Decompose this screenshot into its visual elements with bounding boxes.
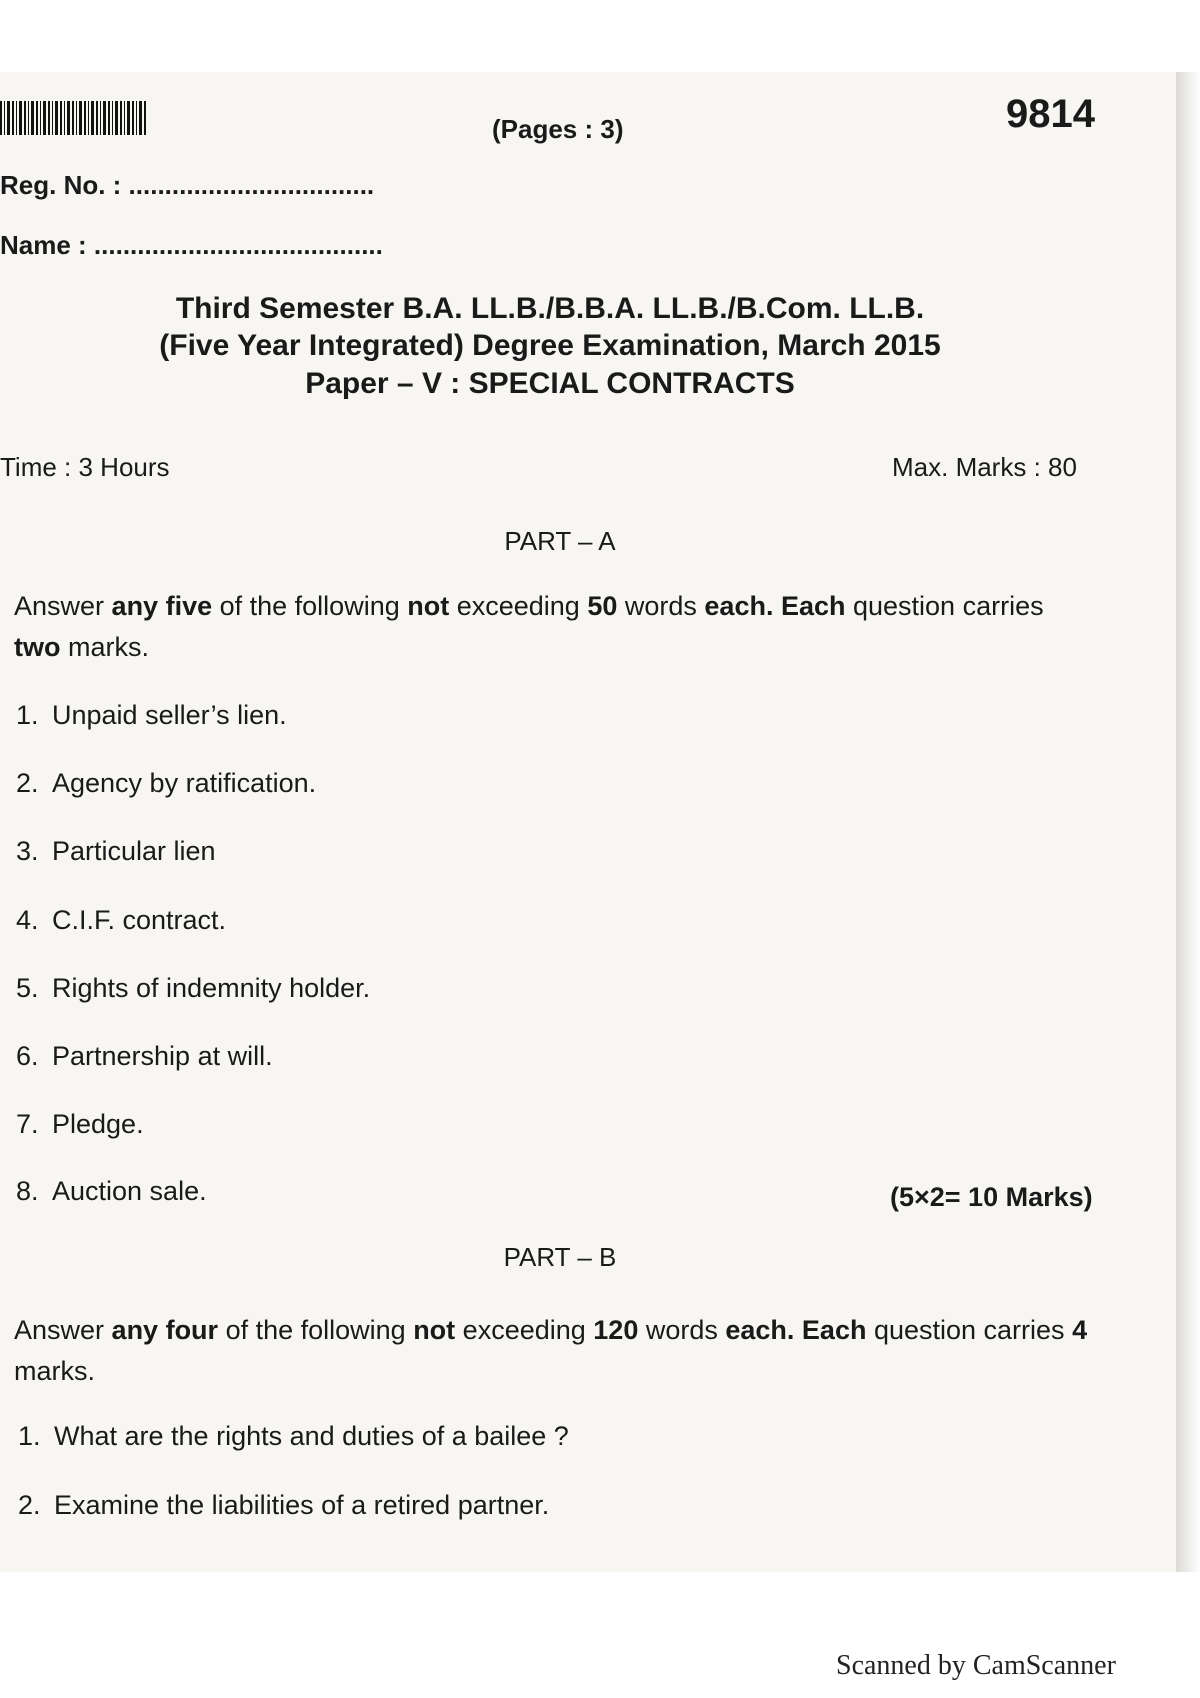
paper-code: 9814	[1006, 92, 1095, 136]
part-a-question: 3. Particular lien	[16, 836, 216, 866]
part-a-instruction: Answer any five of the following not exceeding 50 words each. Each question carries two marks.	[14, 591, 1044, 662]
part-b-heading: PART – B	[503, 1242, 617, 1272]
barcode	[0, 101, 146, 135]
exam-title-line-2: (Five Year Integrated) Degree Examination, March 2015	[159, 329, 941, 362]
max-marks: Max. Marks : 80	[892, 452, 1077, 482]
part-a-question: 4. C.I.F. contract.	[16, 905, 227, 935]
part-a-question: 5. Rights of indemnity holder.	[16, 973, 371, 1003]
part-b-question: 2. Examine the liabilities of a retired partner.	[18, 1490, 550, 1520]
part-a-marks-tally: (5×2= 10 Marks)	[890, 1182, 1093, 1212]
part-a-question: 1. Unpaid seller’s lien.	[16, 700, 287, 730]
part-a-question: 2. Agency by ratification.	[16, 768, 317, 798]
part-a-question: 7. Pledge.	[16, 1109, 144, 1139]
exam-title-line-3: Paper – V : SPECIAL CONTRACTS	[305, 367, 795, 400]
part-a-question: 8. Auction sale.	[16, 1176, 207, 1206]
exam-title-line-1: Third Semester B.A. LL.B./B.B.A. LL.B./B.Com. LL.B.	[175, 292, 925, 325]
paper-edge-shadow	[1176, 72, 1200, 1572]
scanner-watermark: Scanned by CamScanner	[836, 1650, 1116, 1681]
reg-no-field: Reg. No. : ..................................	[0, 170, 375, 200]
name-field: Name : ........................................	[0, 230, 383, 260]
exam-duration: Time : 3 Hours	[0, 452, 170, 482]
part-b-question: 1. What are the rights and duties of a bailee ?	[18, 1421, 569, 1451]
part-a-question: 6. Partnership at will.	[16, 1041, 273, 1071]
part-b-instruction: Answer any four of the following not exceeding 120 words each. Each question carries 4 marks.	[14, 1315, 1088, 1386]
part-a-heading: PART – A	[504, 526, 616, 556]
page-count: (Pages : 3)	[492, 114, 624, 144]
